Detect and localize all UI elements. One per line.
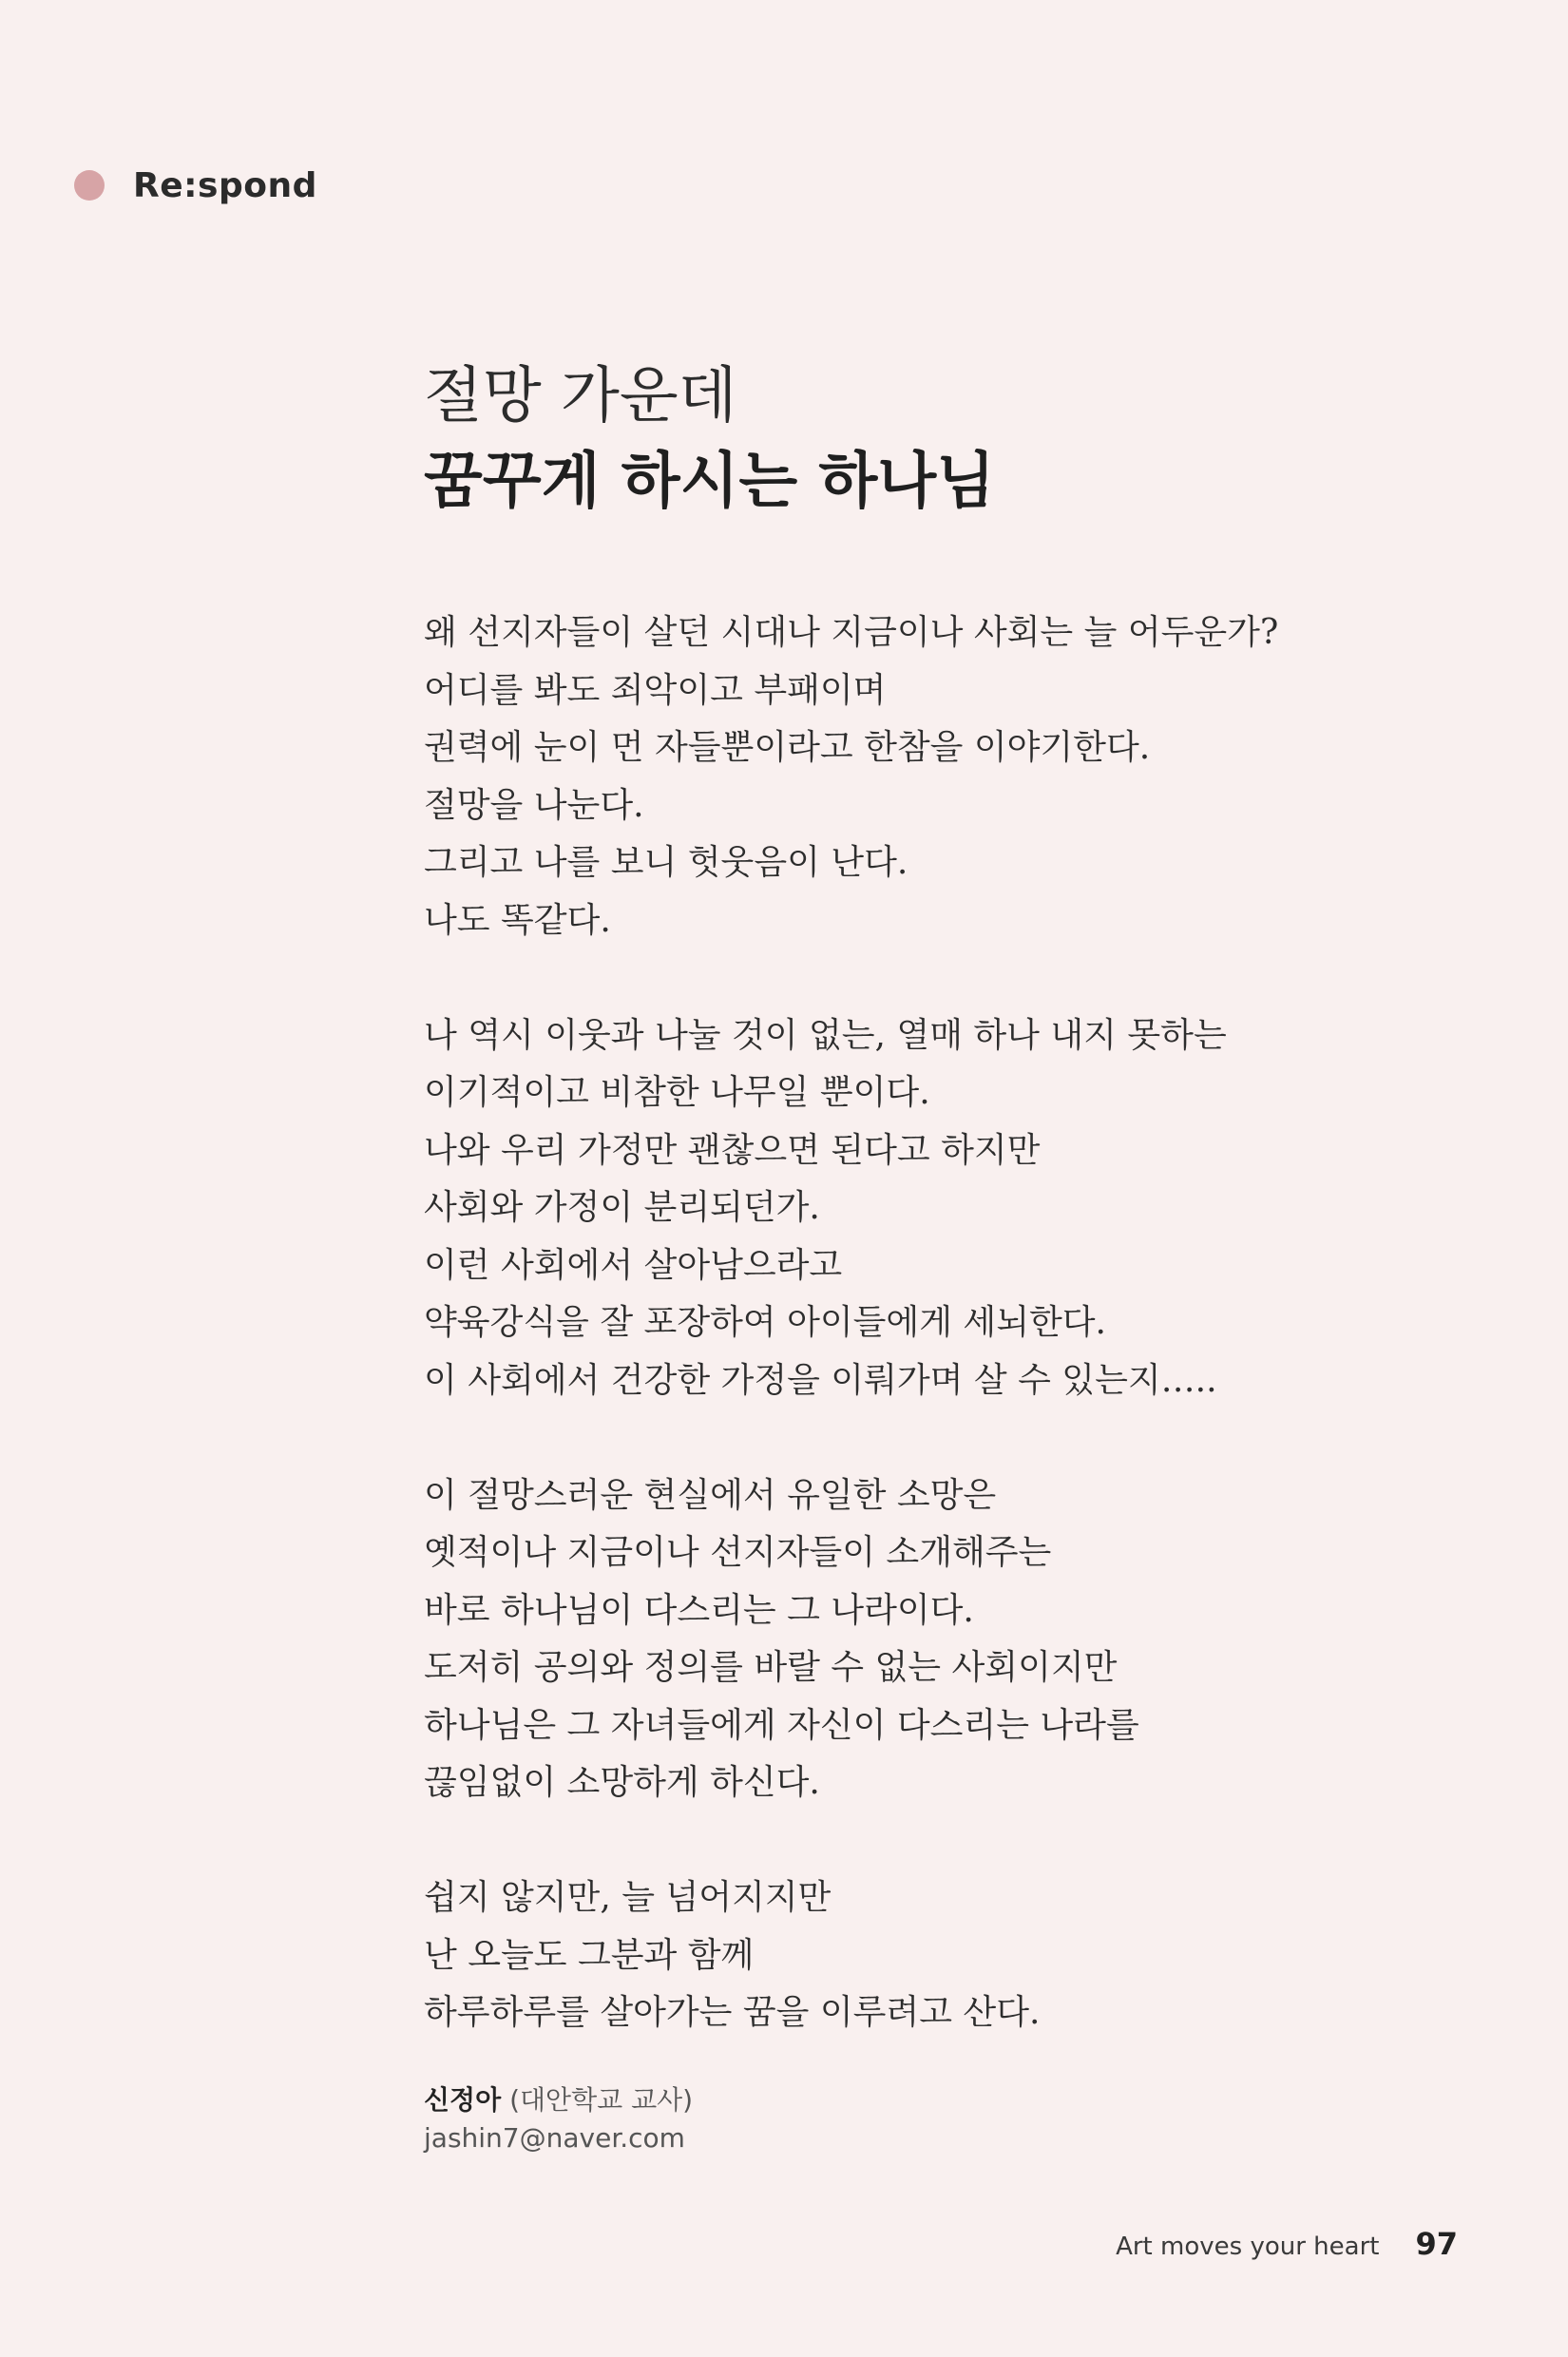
- poem-stanza: [424, 1007, 1374, 1410]
- author-block: [424, 2081, 693, 2157]
- section-tag: [74, 163, 317, 207]
- poem-line: 도저히 공의와 정의를 바랄 수 없는 사회이지만: [424, 1648, 1118, 1687]
- poem-line: 하나님은 그 자녀들에게 자신이 다스리는 나라를: [424, 1705, 1139, 1745]
- title-line-2: 꿈꾸게 하시는 하나님: [424, 446, 995, 517]
- poem-line: 이 사회에서 건강한 가정을 이뤄가며 살 수 있는지…..: [424, 1360, 1217, 1400]
- poem-line: 이런 사회에서 살아남으라고: [424, 1245, 843, 1285]
- poem-line: 쉽지 않지만, 늘 넘어지지만: [424, 1878, 832, 1917]
- poem-line: 절망을 나눈다.: [424, 785, 644, 825]
- author-email: jashin7@naver.com: [424, 2122, 685, 2154]
- poem-line: 난 오늘도 그분과 함께: [424, 1935, 755, 1975]
- poem-line: 어디를 봐도 죄악이고 부패이며: [424, 670, 887, 710]
- poem-line: 바로 하나님이 다스리는 그 나라이다.: [424, 1590, 974, 1630]
- poem-line: 끊임없이 소망하게 하신다.: [424, 1763, 820, 1802]
- poem-body: [424, 604, 1374, 2099]
- title-line-1: 절망 가운데: [424, 361, 737, 431]
- page-footer: [1116, 2226, 1458, 2262]
- poem-line: 나 역시 이웃과 나눌 것이 없는, 열매 하나 내지 못하는: [424, 1015, 1227, 1055]
- poem-line: 하루하루를 살아가는 꿈을 이루려고 산다.: [424, 1993, 1041, 2032]
- page-number: 97: [1415, 2226, 1458, 2262]
- poem-line: 왜 선지자들이 살던 시대나 지금이나 사회는 늘 어두운가?: [424, 613, 1279, 652]
- poem-line: 권력에 눈이 먼 자들뿐이라고 한참을 이야기한다.: [424, 728, 1151, 767]
- poem-stanza: [424, 1869, 1374, 2042]
- poem-line: 이기적이고 비참한 나무일 뿐이다.: [424, 1073, 930, 1112]
- poem-line: 나와 우리 가정만 괜찮으면 된다고 하지만: [424, 1130, 1041, 1170]
- poem-stanza: [424, 604, 1374, 949]
- article-title: [424, 354, 1374, 525]
- poem-line: 나도 똑같다.: [424, 900, 611, 940]
- section-label: Re:spond: [133, 165, 317, 205]
- author-line: [424, 2081, 693, 2119]
- poem-line: 이 절망스러운 현실에서 유일한 소망은: [424, 1475, 997, 1515]
- poem-stanza: [424, 1467, 1374, 1812]
- poem-line: 옛적이나 지금이나 선지자들이 소개해주는: [424, 1533, 1052, 1572]
- poem-line: 그리고 나를 보니 헛웃음이 난다.: [424, 843, 908, 882]
- footer-slogan: Art moves your heart: [1116, 2232, 1380, 2261]
- section-dot-icon: [74, 170, 105, 201]
- poem-line: 약육강식을 잘 포장하여 아이들에게 세뇌한다.: [424, 1303, 1106, 1342]
- author-role: (대안학교 교사): [509, 2084, 694, 2116]
- author-name: 신정아: [424, 2084, 502, 2116]
- poem-line: 사회와 가정이 분리되던가.: [424, 1188, 820, 1227]
